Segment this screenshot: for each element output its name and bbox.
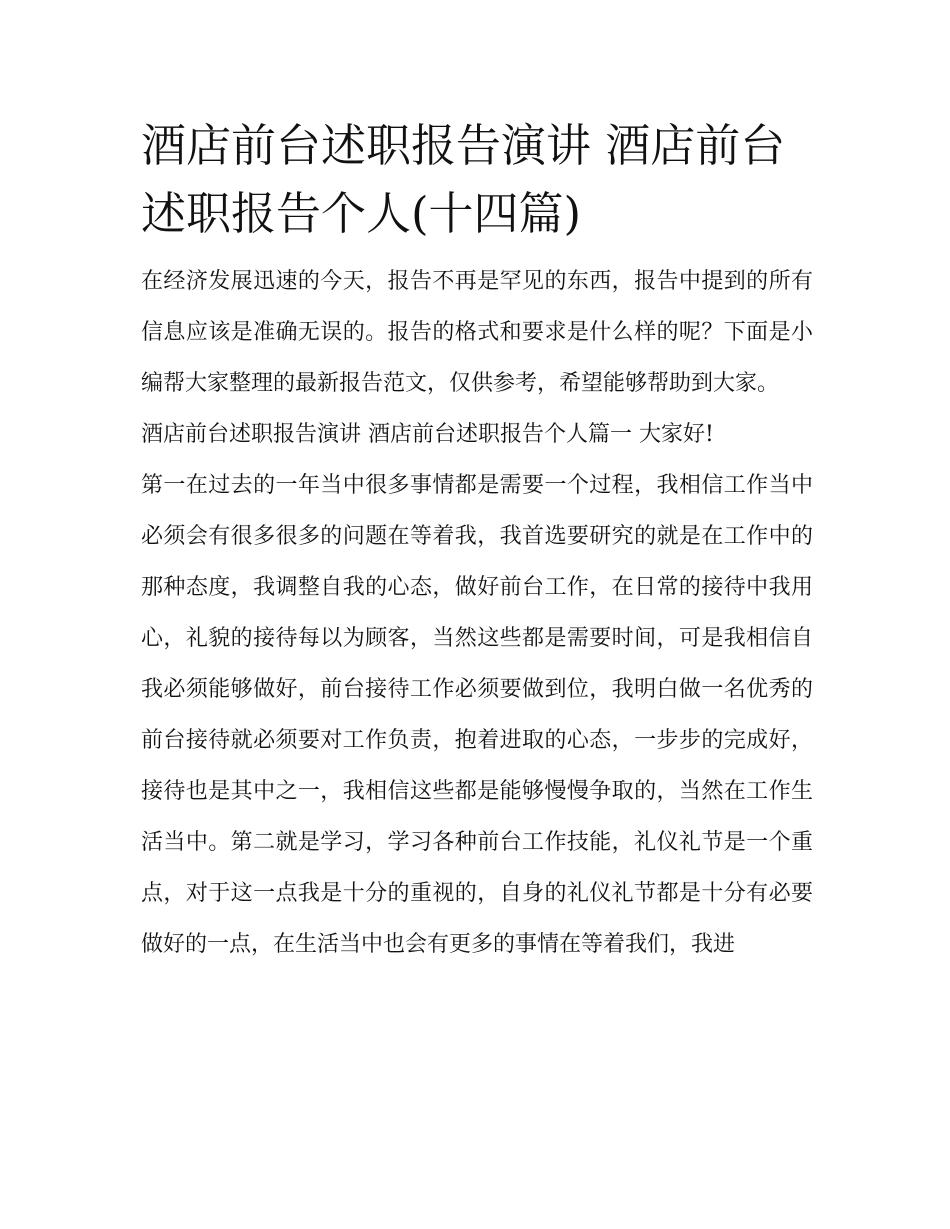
- body-paragraph: 第一在过去的一年当中很多事情都是需要一个过程，我相信工作当中必须会有很多很多的问题在等着我，我首选要研究的就是在工作中的那种态度，我调整自我的心态，做好前台工作，在日常的接待中我用心，礼貌的接待每以为顾客，当然这些都是需要时间，可是我相信自我必须能够做好，前台接待工作必须要做到位，我明白做一名优秀的前台接待就必须要对工作负责，抱着进取的心态，一步步的完成好，接待也是其中之一，我相信这些都是能够慢慢争取的，当然在工作生活当中。第二就是学习，学习各种前台工作技能，礼仪礼节是一个重点，对于这一点我是十分的重视的，自身的礼仪礼节都是十分有必要做好的一点，在生活当中也会有更多的事情在等着我们，我进: [141, 473, 813, 957]
- intro-paragraph: 在经济发展迅速的今天，报告不再是罕见的东西，报告中提到的所有信息应该是准确无误的。报告的格式和要求是什么样的呢？下面是小编帮大家整理的最新报告范文，仅供参考，希望能够帮助到大家。: [141, 269, 813, 396]
- section-heading-paragraph: 酒店前台述职报告演讲 酒店前台述职报告个人篇一 大家好!: [141, 422, 714, 447]
- document-title: 酒店前台述职报告演讲 酒店前台述职报告个人(十四篇): [141, 119, 786, 240]
- document-body: [141, 112, 813, 970]
